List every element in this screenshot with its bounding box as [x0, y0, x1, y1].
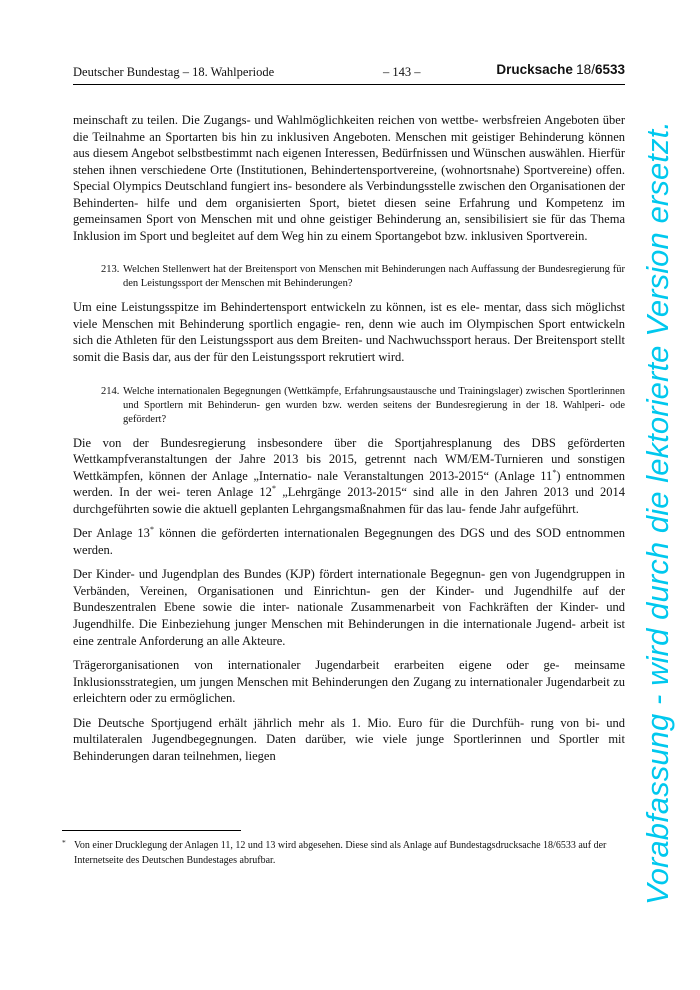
answer-214-p4: Trägerorganisationen von internationaler Jugendarbeit erarbeiten eigene oder ge- meinsame Inklusionsstrategien, um jungen Menschen mit Behinderungen den Zugang zu internationaler Jugendarbeit zu erleichtern oder zu ermöglichen.	[73, 658, 626, 706]
header-left: Deutscher Bundestag – 18. Wahlperiode	[73, 65, 275, 79]
draft-watermark: Vorabfassung - wird durch die lektorierte Version ersetzt.	[640, 120, 675, 905]
answer-214-p5: Die Deutsche Sportjugend erhält jährlich mehr als 1. Mio. Euro für die Durchfüh- rung von bi- und multilateralen Jugendbegegnungen. Daten darüber, wie viele junge Sportlerinnen und Sportler mit Behinderungen daran teilnehmen, liegen	[73, 715, 626, 763]
page-header	[73, 62, 625, 85]
page-content	[73, 112, 625, 764]
doc-number: 18/6533	[576, 62, 625, 77]
question-214: 214. Welche internationalen Begegnungen (Wettkämpfe, Erfahrungsaustausche und Trainingslager) zwischen Sportlerinnen und Sportlern mit Behinderun- gen wurden bzw. werden seitens der Bundesregierung in der 18. Wahlperi- ode gefördert?	[101, 385, 626, 425]
footnote-mark: *	[62, 838, 66, 847]
footnote-text: Von einer Drucklegung der Anlagen 11, 12 und 13 wird abgesehen. Diese sind als Anlage auf Bundestagsdrucksache 18/6533 auf der Internetseite des Deutschen Bundestages abrufbar.	[74, 840, 607, 866]
footnote-ref: *	[149, 525, 154, 535]
footnote-ref: *	[552, 467, 557, 477]
doc-label: Drucksache	[496, 62, 573, 77]
answer-214-p3: Der Kinder- und Jugendplan des Bundes (KJP) fördert internationale Begegnun- gen von Jugendgruppen in Verbänden, Vereinen, Organisationen und Einrichtun- gen der Kinder- und Jugendhilfe auf der Bundeszentralen Ebene sowie die inter- nationale Zusammenarbeit von Fachkräften der Kinder- und Jugendhilfe. Die Einbeziehung junger Menschen mit Behinderungen in die internationale Jugend- arbeit ist eine zentrale Anforderung an alle Akteure.	[73, 567, 626, 648]
answer-213: Um eine Leistungsspitze im Behindertensport entwickeln zu können, ist es ele- mentar, dass sich möglichst viele Menschen mit Behinderung sportlich engagie- ren, denn wie auch im Olympischen Sport entwickeln sich die Athleten für den Leistungssport aus dem Breiten- und Nachwuchssport heraus. Der Breitensport stellt somit die Basis dar, aus der für den Leistungssport rekrutiert wird.	[73, 300, 626, 365]
answer-214-p1: Die von der Bundesregierung insbesondere über die Sportjahresplanung des DBS geförderten Wettkampfveranstaltungen der Jahre 2013 bis 2015, getrennt nach WM/EM-Turnieren und sonstigen Wettkämpfen, können der Anlage „Internatio- nale Veranstaltungen 2013-2015“ (Anlage 11*) entnommen werden. In der wei- teren Anlage 12* „Lehrgänge 2013-2015“ sind alle in den Jahren 2013 und 2014 durchgeführten sowie die aktuell geplanten Lehrgangsmaßnahmen für das lau- fende Jahr aufgeführt.	[73, 435, 626, 516]
question-213: 213. Welchen Stellenwert hat der Breitensport von Menschen mit Behinderungen nach Auffassung der Bundesregierung für den Leistungssport der Menschen mit Behinderungen?	[101, 264, 626, 290]
footnote-divider	[62, 830, 241, 831]
footnote	[62, 838, 622, 868]
page-number: – 143 –	[383, 65, 421, 79]
question-number: 213.	[101, 264, 120, 276]
document-number	[496, 62, 625, 78]
footnote-ref: *	[271, 484, 276, 494]
question-number: 214.	[101, 385, 120, 397]
paragraph-1: meinschaft zu teilen. Die Zugangs- und Wahlmöglichkeiten reichen von wettbe- werbsfreien Angeboten über die Teilnahme an Sportarten bis hin zu inklusiven Angeboten. Menschen mit geistiger Behinderung können aus diesem Angebot selbstbestimmt nach eigenen Interessen, Bedürfnissen und Wünschen auswählen. Hierfür stehen ihnen verschiedene Orte (Institutionen, Behindertensportvereine, (wohnortsnahe) Sportvereine) offen. Special Olympics Deutschland fungiert ins- besondere als Verbindungsstelle zwischen den Organisationen der Behinderten- hilfe und dem organisierten Sport, bietet diesen seine Erfahrung und Kompetenz im gemeinsamen Sport von Menschen mit und ohne geistiger Behinderung an, sensibilisiert sie für das Thema Inklusion im Sport und begleitet auf dem Weg hin zu einem Sportangebot bzw. inklusiven Sportverein.	[73, 113, 626, 243]
answer-214-p2: Der Anlage 13* können die geförderten internationalen Begegnungen des DGS und des SOD entnommen werden.	[73, 525, 626, 557]
